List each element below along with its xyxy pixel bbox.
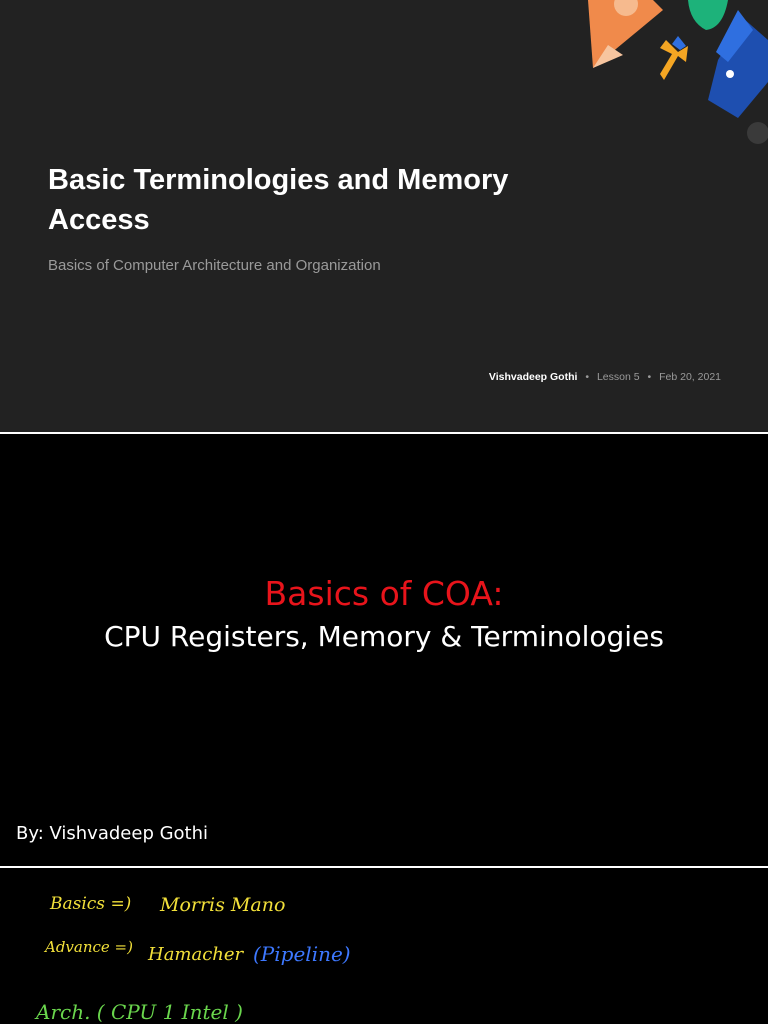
slide-subheading: CPU Registers, Memory & Terminologies	[104, 620, 664, 653]
byline: By: Vishvadeep Gothi	[16, 823, 209, 844]
slide-heading: Basics of COA:	[264, 574, 504, 613]
slide-title: Basic Terminologies and Memory Access	[48, 164, 509, 236]
note-pipeline: (Pipeline)	[253, 942, 351, 966]
note-arch: Arch. ( CPU 1 Intel )	[36, 1000, 243, 1024]
meta-separator: •	[585, 371, 590, 383]
slide-meta	[489, 371, 721, 383]
title-slide	[0, 0, 768, 432]
pencil-illustration-icon	[568, 0, 768, 150]
notes-slide	[0, 868, 768, 1024]
note-advance: Advance =)	[45, 938, 133, 956]
note-morris-mano: Morris Mano	[160, 894, 286, 916]
intro-slide	[0, 434, 768, 866]
note-hamacher: Hamacher	[148, 944, 244, 965]
meta-separator: •	[647, 371, 652, 383]
date-label: Feb 20, 2021	[659, 371, 721, 383]
author-name: Vishvadeep Gothi	[488, 371, 578, 383]
note-basics: Basics =)	[50, 894, 132, 914]
lesson-label: Lesson 5	[596, 371, 640, 383]
slide-subtitle: Basics of Computer Architecture and Organization	[48, 257, 381, 274]
